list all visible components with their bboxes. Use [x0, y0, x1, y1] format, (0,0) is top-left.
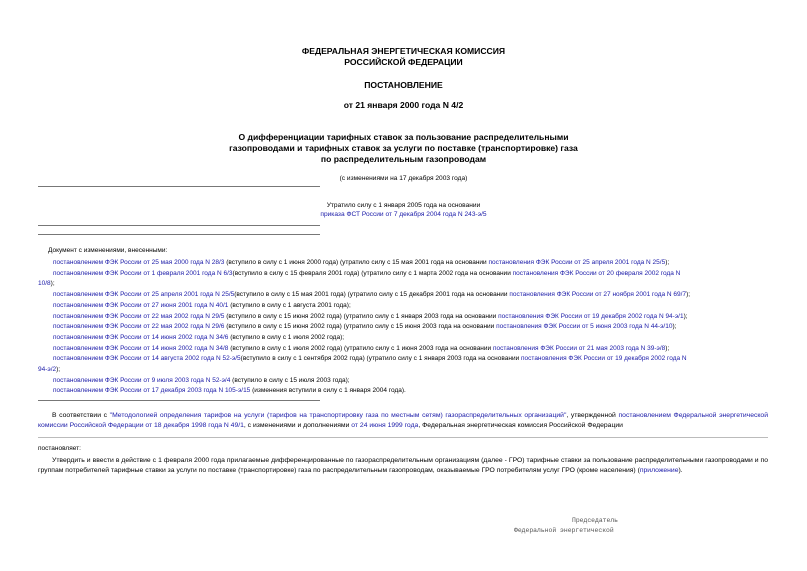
body-text: ).: [678, 467, 683, 475]
signature-title-2: Федеральной энергетической: [514, 527, 614, 534]
amendment-link[interactable]: постановлением ФЭК России от 25 мая 2000 года N 28/3: [53, 259, 225, 266]
document-date: от 21 января 2000 года N 4/2: [343, 100, 464, 110]
amendment-text: (вступило в силу с 1 июня 2000 года) (утратило силу с 15 мая 2001 года на основании: [224, 259, 489, 266]
amendment-link[interactable]: 10/8: [38, 280, 51, 288]
divider: [38, 225, 320, 226]
amendment-line: [38, 386, 783, 395]
preamble-text: , утвержденной: [566, 412, 619, 419]
amendment-link[interactable]: постановлением ФЭК России от 25 апреля 2001 года N 25/5: [53, 291, 235, 299]
amendment-link[interactable]: постановлением ФЭК России от 22 мая 2002 года N 29/6: [53, 323, 225, 331]
issuer-line-1: ФЕДЕРАЛЬНАЯ ЭНЕРГЕТИЧЕСКАЯ КОМИССИЯ: [301, 46, 506, 56]
amendment-text: (вступило в силу с 15 мая 2001 года) (утратило силу с 15 декабря 2001 года на основании: [234, 291, 510, 299]
amendment-text: (вступило в силу с 1 августа 2001 года);: [228, 301, 351, 309]
amendment-link[interactable]: постановлением ФЭК России от 9 июля 2003 года N 52-э/4: [53, 376, 231, 384]
document-type: ПОСТАНОВЛЕНИЕ: [364, 80, 443, 90]
appendix-link[interactable]: приложение: [639, 467, 679, 475]
amendment-text: (вступило в силу с 15 июля 2003 года);: [230, 376, 350, 384]
divider: [38, 400, 320, 401]
amendment-line: [38, 258, 783, 267]
amendment-text: );: [665, 259, 670, 266]
amendment-line: [38, 301, 783, 310]
amendment-line: [38, 354, 783, 363]
amendment-text: );: [672, 323, 677, 331]
divider: [38, 234, 320, 235]
amendment-text: (вступило в силу с 1 июля 2002 года);: [228, 333, 345, 341]
amendment-line: [38, 376, 783, 385]
amendment-line: [38, 333, 783, 342]
amendment-line: [38, 322, 783, 331]
fek-decree-link[interactable]: постановлением Федеральной энергетической комиссии Российской Федерации от 18 декабря 1998 года N 49/1: [38, 412, 769, 430]
amendment-link[interactable]: 94-э/2: [38, 366, 57, 373]
amendment-text: (вступило в силу с 15 июня 2002 года) (утратило силу с 15 июня 2003 года на основании: [224, 323, 497, 331]
title-line-2: газопроводами и тарифных ставок за услуги по поставке (транспортировке) газа: [229, 143, 578, 153]
amendment-link[interactable]: постановлением ФЭК России от 14 июня 2002 года N 34/8: [53, 344, 229, 352]
amendment-text: );: [686, 291, 691, 299]
amendment-line: [38, 290, 783, 299]
amendment-link[interactable]: постановлением ФЭК России от 22 мая 2002 года N 29/5: [53, 312, 225, 320]
amendment-link[interactable]: постановлением ФЭК России от 14 июня 2002 года N 34/6: [53, 333, 229, 341]
amendment-line: [38, 365, 768, 374]
methodology-link[interactable]: "Методологией определения тарифов на услуги (тарифов на транспортировку газа по местным сетям) газораспределительных организаций": [109, 412, 567, 419]
divider: [38, 437, 768, 438]
amendment-line: [38, 279, 768, 288]
amendment-link[interactable]: постановления ФЭК России от 20 февраля 2002 года N: [512, 269, 681, 277]
amendment-link[interactable]: постановления ФЭК России от 19 декабря 2002 года N: [521, 355, 687, 363]
preamble-text: В соответствии с: [52, 412, 110, 419]
preamble-paragraph: [38, 411, 768, 431]
issuer-line-2: РОССИЙСКОЙ ФЕДЕРАЦИИ: [344, 57, 463, 67]
lost-force-text: Утратило силу с 1 января 2005 года на основании: [326, 202, 481, 209]
divider: [38, 186, 320, 187]
title-line-3: по распределительным газопроводам: [320, 154, 487, 164]
amendment-text: );: [665, 344, 670, 352]
amendment-link[interactable]: постановления ФЭК России от 27 ноября 2001 года N 69/7: [509, 291, 687, 299]
title-line-1: О дифференциации тарифных ставок за пользование распределительными: [238, 132, 569, 142]
lost-force-link[interactable]: приказа ФСТ России от 7 декабря 2004 года N 243-э/5: [320, 211, 487, 218]
amendment-text: (изменения вступили в силу с 1 января 2004 года).: [250, 387, 406, 395]
amendment-text: );: [56, 366, 61, 373]
amendment-text: (вступило в силу с 15 февраля 2001 года) (утратило силу с 1 марта 2002 года на основании: [232, 269, 513, 277]
amendment-link[interactable]: постановлением ФЭК России от 1 февраля 2001 года N 6/3: [53, 269, 233, 277]
preamble-text: , с изменениями и дополнениями: [243, 422, 352, 430]
preamble-text: , Федеральная энергетическая комиссия Российской Федерации: [418, 422, 623, 430]
amendment-text: (вступило в силу с 1 сентября 2002 года) (утратило силу с 1 января 2003 года на основании: [240, 355, 522, 363]
amendment-text: );: [50, 280, 55, 288]
changes-note: (с изменениями на 17 декабря 2003 года): [339, 175, 468, 182]
amendment-text: );: [683, 312, 688, 320]
amendments-date-link[interactable]: от 24 июня 1999 года: [351, 422, 419, 430]
body-paragraph: [38, 456, 768, 476]
amendment-text: (вступило в силу с 1 июля 2002 года) (утратило силу с 1 июня 2003 года на основании: [228, 344, 493, 352]
amendment-link[interactable]: постановлением ФЭК России от 27 июня 2001 года N 40/1: [53, 301, 229, 309]
signature-title-1: Председатель: [572, 517, 619, 524]
amendment-line: [38, 312, 783, 321]
amendment-link[interactable]: постановлением ФЭК России от 14 августа 2002 года N 52-э/5: [53, 355, 241, 363]
amendments-intro: Документ с изменениями, внесенными:: [48, 247, 168, 254]
amendment-link[interactable]: постановления ФЭК России от 25 апреля 2001 года N 25/5: [488, 259, 666, 266]
amendment-text: (вступило в силу с 15 июня 2002 года) (утратило силу с 1 января 2003 года на основании: [224, 312, 499, 320]
decrees-word: постановляет:: [38, 445, 81, 452]
amendment-link[interactable]: постановлением ФЭК России от 17 декабря 2003 года N 105-э/15: [53, 387, 251, 395]
amendment-line: [38, 269, 783, 278]
amendment-link[interactable]: постановления ФЭК России от 21 мая 2003 года N 39-э/8: [492, 344, 666, 352]
body-text: Утвердить и ввести в действие с 1 февраля 2000 года прилагаемые дифференцированные по газораспределительным организациям (далее - ГРО) тарифные ставки за пользование распределительными газопроводами и по группам потребителей тарифные ставки за услуги по поставке (транспортировке) газа по распределительным газопроводам, оказываемые ГРО потребителям услуг ГРО (кроме населения) (: [38, 457, 768, 475]
amendment-link[interactable]: постановления ФЭК России от 19 декабря 2002 года N 94-э/1: [498, 312, 684, 320]
amendment-line: [38, 344, 783, 353]
amendment-link[interactable]: постановления ФЭК России от 5 июня 2003 года N 44-э/10: [496, 323, 673, 331]
